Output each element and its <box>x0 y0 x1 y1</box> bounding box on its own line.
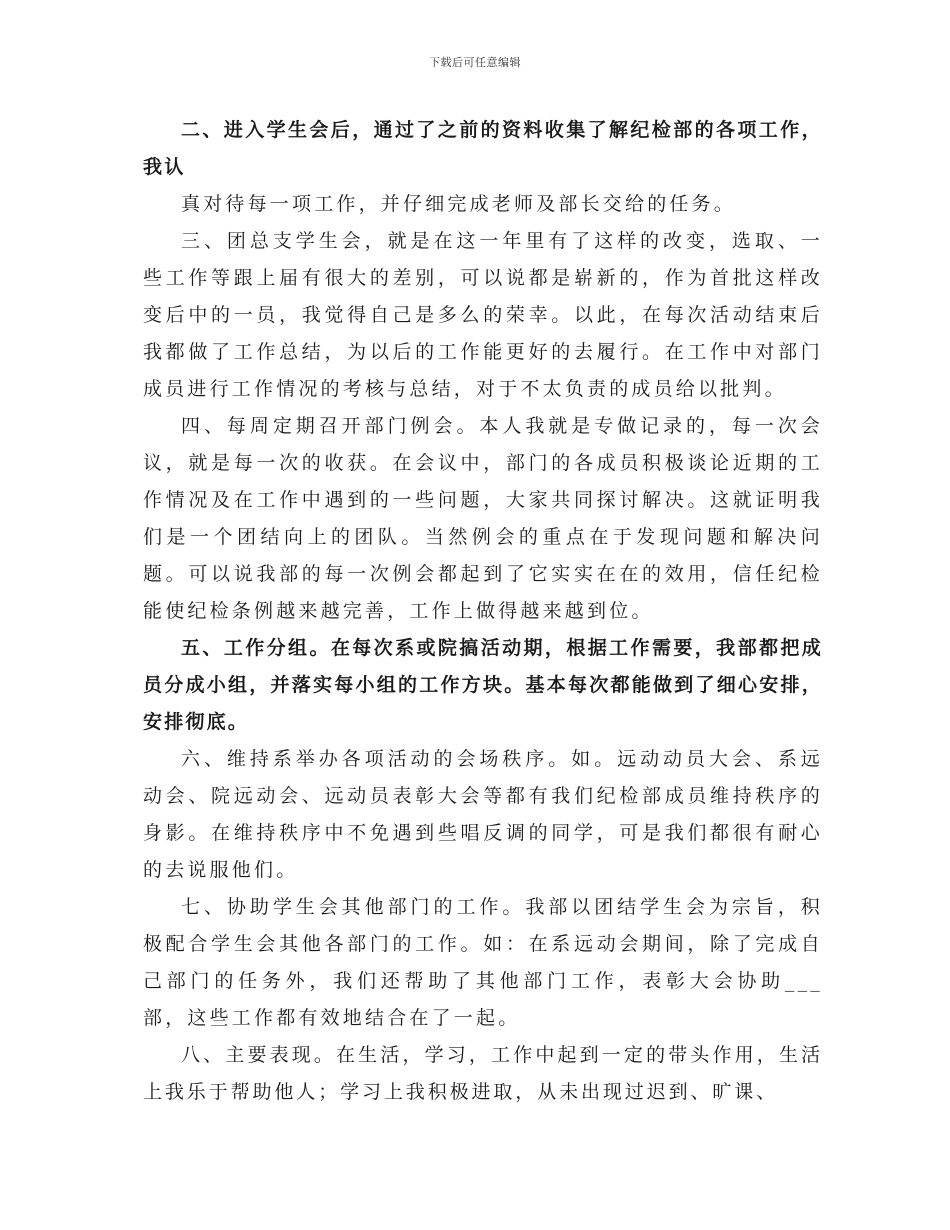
paragraph-3: 三、团总支学生会，就是在这一年里有了这样的改变，选取、一些工作等跟上届有很大的差别，可以说都是崭新的，作为首批这样改变后中的一员，我觉得自己是多么的荣幸。以此，在每次活动结束后我都做了工作总结，为以后的工作能更好的去履行。在工作中对部门成员进行工作情况的考核与总结，对于不太负责的成员给以批判。 <box>143 230 823 400</box>
paragraph-7: 七、协助学生会其他部门的工作。我部以团结学生会为宗旨，积极配合学生会其他各部门的工作。如：在系远动会期间，除了完成自己部门的任务外，我们还帮助了其他部门工作，表彰大会协助___部，这些工作都有效地结合在了一起。 <box>143 896 823 1029</box>
page-header-note: 下载后可任意编辑 <box>429 56 521 69</box>
paragraph-8: 八、主要表现。在生活，学习，工作中起到一定的带头作用，生活上我乐于帮助他人；学习上我积极进取，从未出现过迟到、旷课、 <box>143 1044 823 1103</box>
paragraph-6: 六、维持系举办各项活动的会场秩序。如。远动动员大会、系远动会、院远动会、远动员表彰大会等都有我们纪检部成员维持秩序的身影。在维持秩序中不免遇到些唱反调的同学，可是我们都很有耐心的去说服他们。 <box>143 748 823 881</box>
paragraph-4: 四、每周定期召开部门例会。本人我就是专做记录的，每一次会议，就是每一次的收获。在会议中，部门的各成员积极谈论近期的工作情况及在工作中遇到的一些问题，大家共同探讨解决。这就证明我们是一个团结向上的团队。当然例会的重点在于发现问题和解决问题。可以说我部的每一次例会都起到了它实实在在的效用，信任纪检能使纪检条例越来越完善，工作上做得越来越到位。 <box>143 415 823 622</box>
document-body <box>143 112 823 1111</box>
paragraph-5: 五、工作分组。在每次系或院搞活动期，根据工作需要，我部都把成员分成小组，并落实每小组的工作方块。基本每次都能做到了细心安排，安排彻底。 <box>143 637 823 733</box>
paragraph-2-continued: 真对待每一项工作，并仔细完成老师及部长交给的任务。 <box>181 193 737 215</box>
paragraph-2: 二、进入学生会后，通过了之前的资料收集了解纪检部的各项工作，我认 <box>143 119 824 178</box>
